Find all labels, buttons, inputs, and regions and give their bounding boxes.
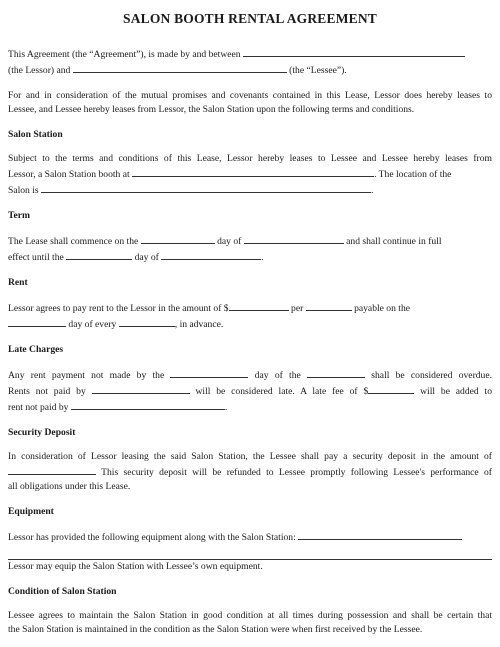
lessor-name-blank[interactable]: [243, 46, 465, 57]
intro-text: (the Lessor) and: [8, 65, 71, 76]
term-line-2: [8, 249, 492, 265]
term-text: effect until the: [8, 252, 64, 263]
equipment-section: [8, 505, 492, 574]
late-text: will be considered late. A late fee of $: [195, 386, 369, 397]
start-month-blank[interactable]: [244, 233, 344, 244]
salon-location-blank[interactable]: [41, 182, 371, 193]
end-month-blank[interactable]: [161, 249, 261, 260]
late-text: Rents not paid by: [8, 386, 86, 397]
station-line-3: [8, 182, 492, 198]
section-heading: Term: [8, 210, 31, 221]
end-day-blank[interactable]: [66, 249, 132, 260]
lessee-name-blank[interactable]: [73, 62, 287, 73]
intro-text: This Agreement (the “Agreement”), is made by and between: [8, 49, 241, 60]
term-text: day of: [134, 252, 159, 263]
late-text: will be added to: [420, 386, 493, 397]
section-heading: Rent: [8, 277, 28, 288]
rent-text: payable on the: [354, 303, 411, 314]
term-line-1: [8, 233, 492, 249]
intro-section: [8, 46, 492, 78]
term-text: .: [261, 252, 264, 263]
section-heading: Salon Station: [8, 129, 63, 140]
condition-section: [8, 585, 492, 637]
late-text: day of the: [254, 370, 301, 381]
rent-line-2: [8, 316, 492, 332]
condition-line-2: the Salon Station is maintained in the condition as the Salon Station were when first received by the Lessee.: [8, 624, 423, 635]
deposit-line-3: all obligations under this Lease.: [8, 481, 131, 492]
deposit-line-1: In consideration of Lessor leasing the said Salon Station, the Lessee shall pay a security deposit in the amount of: [8, 451, 492, 462]
equipment-list-blank[interactable]: [298, 529, 462, 540]
equipment-text: Lessor has provided the following equipment along with the Salon Station:: [8, 532, 296, 543]
rent-text: per: [291, 303, 304, 314]
intro-line-1: [8, 46, 492, 62]
document-title: SALON BOOTH RENTAL AGREEMENT: [122, 11, 378, 26]
consideration-section: [8, 89, 492, 117]
station-text: Salon is: [8, 185, 39, 196]
security-deposit-section: [8, 426, 492, 494]
late-text: shall be considered overdue.: [371, 370, 493, 381]
term-text: and shall continue in full: [346, 236, 442, 247]
rent-text: Lessor agrees to pay rent to the Lessor in the amount of $: [8, 303, 229, 314]
late-day-blank[interactable]: [170, 367, 248, 378]
consideration-line-1: For and in consideration of the mutual promises and covenants contained in this Lease, Lessor does hereby leases to: [8, 90, 492, 101]
condition-line-1: Lessee agrees to maintain the Salon Station in good condition at all times during possession and shall be certain that: [8, 610, 492, 621]
late-line-3: [8, 399, 492, 415]
deposit-line-2: [8, 464, 492, 480]
term-section: [8, 209, 492, 265]
station-line-1: Subject to the terms and conditions of this Lease, Lessor hereby leases to Lessee and Lessee hereby leases from: [8, 153, 492, 164]
intro-text: (the “Lessee”).: [289, 65, 347, 76]
rent-text: day of every: [68, 319, 117, 330]
rent-amount-blank[interactable]: [229, 300, 289, 311]
late-fee-blank[interactable]: [368, 383, 414, 394]
late-charges-section: [8, 343, 492, 415]
term-text: day of: [217, 236, 242, 247]
section-heading: Late Charges: [8, 344, 64, 355]
section-heading: Security Deposit: [8, 427, 76, 438]
section-heading: Equipment: [8, 506, 54, 517]
station-text: .: [371, 185, 374, 196]
rent-period-blank[interactable]: [306, 300, 352, 311]
booth-address-blank[interactable]: [132, 166, 374, 177]
late-text: Any rent payment not made by the: [8, 370, 165, 381]
term-text: The Lease shall commence on the: [8, 236, 139, 247]
rent-text: , in advance.: [174, 319, 224, 330]
late-fee-date-blank[interactable]: [71, 399, 225, 410]
late-line-2: [8, 383, 492, 399]
section-heading: Condition of Salon Station: [8, 586, 117, 597]
late-month-blank[interactable]: [307, 367, 365, 378]
station-line-2: [8, 166, 492, 182]
deposit-text: This security deposit will be refunded to Lessee promptly following Lessee's performance of: [101, 467, 492, 478]
rent-section: [8, 276, 492, 332]
equipment-line-1: [8, 529, 492, 545]
rent-line-1: [8, 300, 492, 316]
equipment-list-blank-line[interactable]: [8, 545, 492, 560]
station-text: Lessor, a Salon Station booth at: [8, 169, 130, 180]
rent-frequency-blank[interactable]: [119, 316, 175, 327]
intro-line-2: [8, 62, 492, 78]
start-day-blank[interactable]: [141, 233, 215, 244]
deposit-amount-blank[interactable]: [8, 464, 96, 475]
equipment-line-2: Lessor may equip the Salon Station with Lessee’s own equipment.: [8, 561, 263, 572]
station-text: . The location of the: [374, 169, 452, 180]
late-date-blank[interactable]: [92, 383, 190, 394]
late-line-1: [8, 367, 492, 383]
rent-due-day-blank[interactable]: [8, 316, 66, 327]
consideration-line-2: Lessee, and Lessee hereby leases from Lessor, the Salon Station upon the following terms and conditions.: [8, 104, 415, 115]
salon-station-section: [8, 128, 492, 198]
late-text: rent not paid by: [8, 402, 69, 413]
late-text: .: [224, 402, 228, 413]
